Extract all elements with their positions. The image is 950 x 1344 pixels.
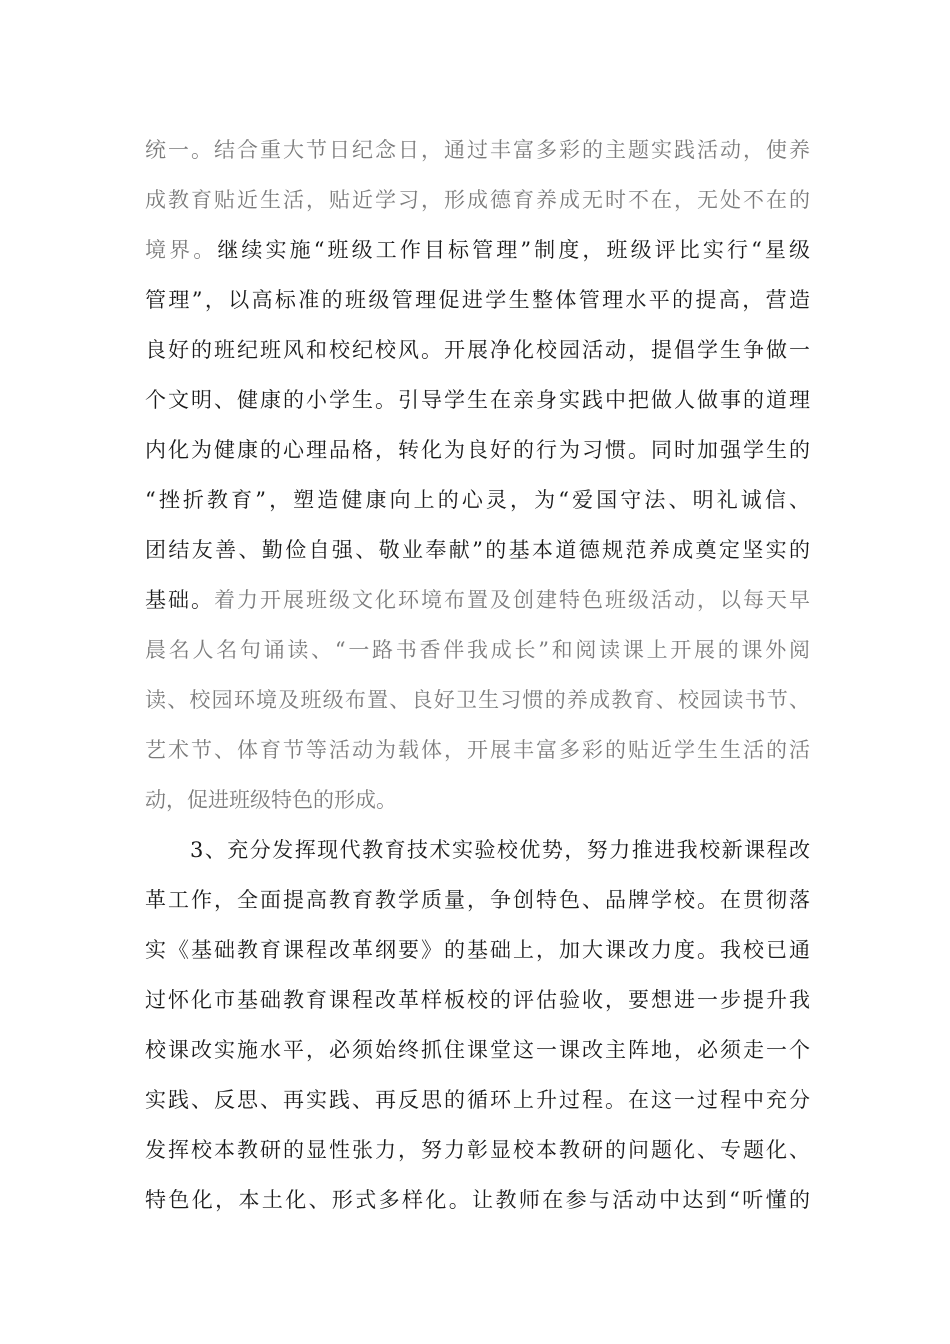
text-line [145, 975, 810, 1025]
text-segment: 成教育贴近生活，贴近学习，形成德育养成无时不在，无处不在的 [145, 188, 810, 212]
text-segment: 革工作，全面提高教育教学质量，争创特色、品牌学校。在贯彻落 [145, 888, 810, 912]
text-segment: 实践、反思、再实践、再反思的循环上升过程。在这一过程中充分 [145, 1088, 810, 1112]
text-segment: 团结友善、勤俭自强、敬业奉献”的基本道德规范养成奠定坚实的 [145, 538, 810, 562]
text-segment: 个文明、健康的小学生。引导学生在亲身实践中把做人做事的道理 [145, 388, 810, 412]
text-line [145, 475, 810, 525]
text-line [145, 575, 810, 625]
text-line [145, 1075, 810, 1125]
text-segment: 晨名人名句诵读、“一路书香伴我成长”和阅读课上开展的课外阅 [145, 638, 810, 662]
text-segment: “挫折教育”，塑造健康向上的心灵，为“爱国守法、明礼诚信、 [145, 488, 810, 512]
text-segment: 着力开展班级文化环境布置及创建特色班级活动，以每天早 [214, 588, 810, 612]
text-line [145, 1125, 810, 1175]
text-segment: 艺术节、体育节等活动为载体，开展丰富多彩的贴近学生生活的活 [145, 738, 810, 762]
text-segment: 3、充分发挥现代教育技术实验校优势，努力推进我校新课程改 [190, 838, 810, 862]
text-line [145, 675, 810, 725]
text-segment: 境界。 [145, 238, 218, 262]
text-line [190, 825, 810, 875]
text-line [145, 875, 810, 925]
text-segment: 统一。结合重大节日纪念日，通过丰富多彩的主题实践活动，使养 [145, 138, 810, 162]
text-segment: 读、校园环境及班级布置、良好卫生习惯的养成教育、校园读书节、 [145, 688, 810, 712]
text-line [145, 525, 810, 575]
text-line [145, 725, 810, 775]
text-line [145, 775, 397, 825]
text-line [145, 1175, 810, 1225]
text-line [145, 625, 810, 675]
text-line [145, 425, 810, 475]
text-segment: 继续实施“班级工作目标管理”制度，班级评比实行“星级 [217, 238, 811, 262]
text-segment: 基础。 [145, 588, 214, 612]
text-segment: 良好的班纪班风和校纪校风。开展净化校园活动，提倡学生争做一 [145, 338, 810, 362]
text-line [145, 175, 810, 225]
text-segment: 实《基础教育课程改革纲要》的基础上，加大课改力度。我校已通 [145, 938, 810, 962]
text-line [145, 1025, 810, 1075]
text-segment: 校课改实施水平，必须始终抓住课堂这一课改主阵地，必须走一个 [145, 1038, 810, 1062]
text-line [145, 325, 810, 375]
text-segment: 过怀化市基础教育课程改革样板校的评估验收，要想进一步提升我 [145, 988, 810, 1012]
text-line [145, 375, 810, 425]
text-segment: 内化为健康的心理品格，转化为良好的行为习惯。同时加强学生的 [145, 438, 810, 462]
text-line [145, 225, 810, 275]
text-segment: 特色化，本土化、形式多样化。让教师在参与活动中达到“听懂的 [145, 1188, 810, 1212]
text-line [145, 925, 810, 975]
text-segment: 管理”，以高标准的班级管理促进学生整体管理水平的提高，营造 [145, 288, 810, 312]
text-line [145, 125, 810, 175]
text-segment: 发挥校本教研的显性张力，努力彰显校本教研的问题化、专题化、 [145, 1138, 810, 1162]
text-line [145, 275, 810, 325]
text-segment: 动，促进班级特色的形成。 [145, 788, 397, 812]
